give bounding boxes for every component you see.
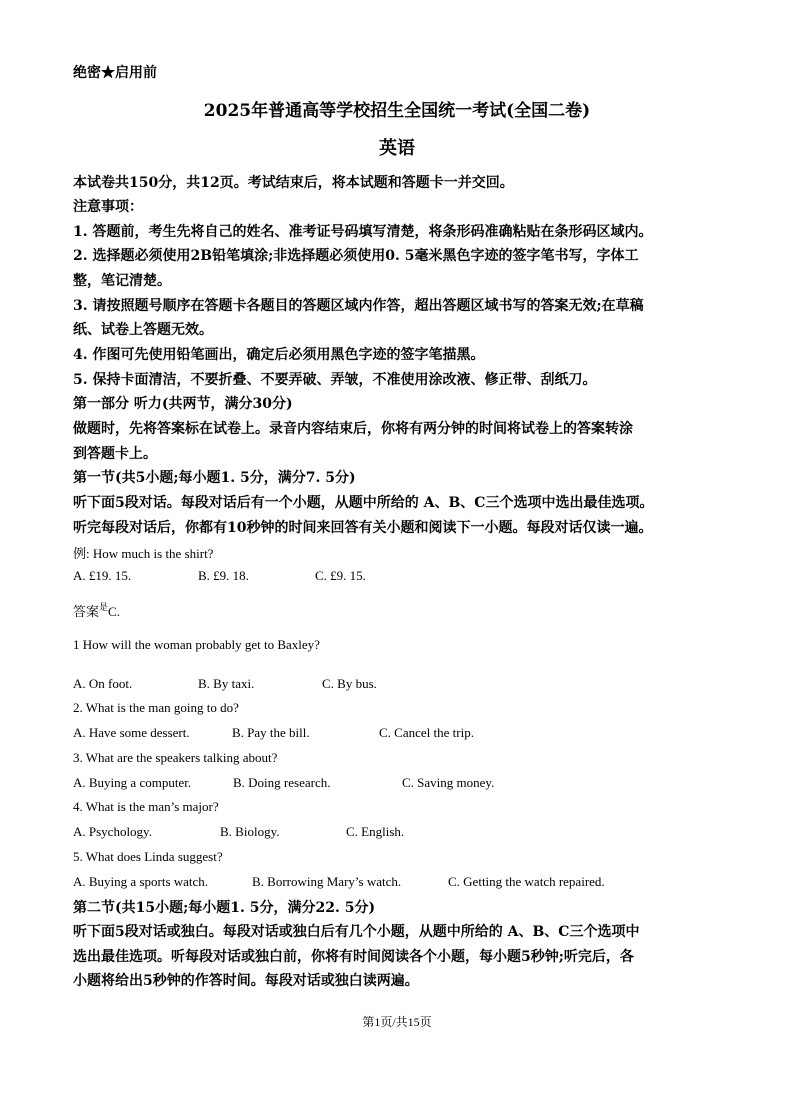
q3-option-c: C. Saving money.	[402, 775, 495, 790]
q5-option-a: A. Buying a sports watch.	[73, 874, 209, 889]
q3-option-b: B. Doing research.	[233, 775, 331, 790]
example-option-c: C. £9. 15.	[315, 568, 366, 583]
q5-option-b: B. Borrowing Mary’s watch.	[252, 874, 402, 889]
example-option-a: A. £19. 15.	[73, 568, 132, 583]
section1-instruction: 听完每段对话后，你都有10秒钟的时间来回答有关小题和阅读下一小题。每段对话仅读一遍。	[73, 520, 653, 536]
answer-prefix: 答案	[73, 604, 100, 619]
part1-instruction: 做题时，先将答案标在试卷上。录音内容结束后，你将有两分钟的时间将试卷上的答案转涂	[73, 421, 633, 437]
note-line: 2. 选择题必须使用2B铅笔填涂;非选择题必须使用0. 5毫米黑色字迹的签字笔书写，字体工	[73, 248, 639, 264]
q4-option-c: C. English.	[346, 824, 405, 839]
q1-option-b: B. By taxi.	[198, 676, 255, 691]
section2-title: 第二节(共15小题;每小题1. 5分，满分22. 5分)	[73, 900, 376, 916]
note-line: 3. 请按照题号顺序在答题卡各题目的答题区域内作答，超出答题区域书写的答案无效;在草稿	[73, 298, 644, 314]
question-2: 2. What is the man going to do?	[73, 700, 239, 715]
q2-option-c: C. Cancel the trip.	[379, 725, 474, 740]
example-question: 例: How much is the shirt?	[73, 546, 214, 561]
section2-instruction: 听下面5段对话或独白。每段对话或独白后有几个小题，从题中所给的 A、B、C三个选项中	[73, 924, 640, 940]
section2-instruction: 选出最佳选项。听每段对话或独白前，你将有时间阅读各个小题，每小题5秒钟;听完后，各	[73, 949, 634, 965]
note-line: 4. 作图可先使用铅笔画出，确定后必须用黑色字迹的签字笔描黑。	[73, 347, 485, 363]
q2-option-a: A. Have some dessert.	[73, 725, 190, 740]
q2-option-b: B. Pay the bill.	[232, 725, 310, 740]
note-line: 1. 答题前，考生先将自己的姓名、准考证号码填写清楚，将条形码准确粘贴在条形码区域内。	[73, 224, 653, 240]
note-line: 5. 保持卡面清洁，不要折叠、不要弄破、弄皱，不准使用涂改液、修正带、刮纸刀。	[73, 372, 597, 388]
q4-option-a: A. Psychology.	[73, 824, 152, 839]
part1-instruction: 到答题卡上。	[73, 446, 157, 462]
q3-option-a: A. Buying a computer.	[73, 775, 192, 790]
section1-instruction: 听下面5段对话。每段对话后有一个小题，从题中所给的 A、B、C三个选项中选出最佳选项。	[73, 495, 654, 511]
part1-title: 第一部分 听力(共两节，满分30分)	[73, 396, 293, 412]
page-number: 第1页/共15页	[362, 1015, 432, 1029]
question-4: 4. What is the man’s major?	[73, 799, 219, 814]
example-option-b: B. £9. 18.	[198, 568, 249, 583]
intro-text: 本试卷共150分，共12页。考试结束后，将本试题和答题卡一并交回。	[73, 175, 514, 191]
q5-option-c: C. Getting the watch repaired.	[448, 874, 605, 889]
question-3: 3. What are the speakers talking about?	[73, 750, 278, 765]
note-line: 整，笔记清楚。	[73, 273, 171, 289]
question-5: 5. What does Linda suggest?	[73, 849, 223, 864]
answer-mark: 是	[99, 602, 109, 612]
q1-option-a: A. On foot.	[73, 676, 133, 691]
q1-option-c: C. By bus.	[322, 676, 377, 691]
note-line: 纸、试卷上答题无效。	[73, 322, 213, 338]
notes-title: 注意事项：	[73, 199, 143, 215]
answer-value: C.	[108, 604, 120, 619]
section2-instruction: 小题将给出5秒钟的作答时间。每段对话或独白读两遍。	[73, 973, 419, 989]
confidential-mark: 绝密★启用前	[73, 65, 157, 81]
q4-option-b: B. Biology.	[220, 824, 280, 839]
section1-title: 第一节(共5小题;每小题1. 5分，满分7. 5分)	[73, 470, 356, 486]
exam-title: 2025年普通高等学校招生全国统一考试(全国二卷)	[203, 101, 591, 121]
subject-title: 英语	[379, 138, 415, 159]
question-1: 1 How will the woman probably get to Baxley?	[73, 637, 320, 652]
example-answer	[73, 600, 120, 620]
